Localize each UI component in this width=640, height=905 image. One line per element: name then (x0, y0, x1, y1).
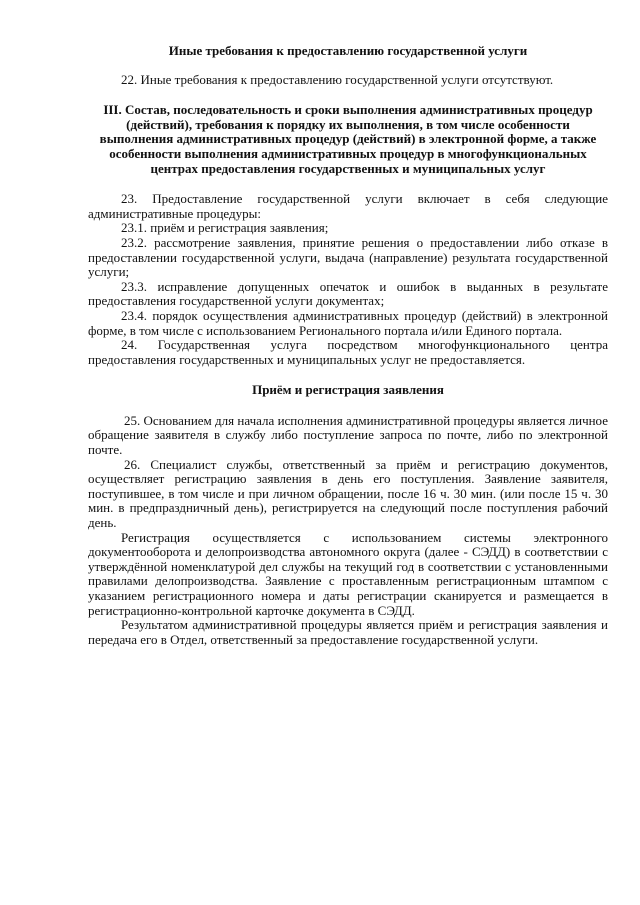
paragraph-registration: Регистрация осуществляется с использованием системы электронного документооборота и делопроизводства автономного округа (далее - СЭДД) в соответствии с утверждённой номенклатурой дел службы на текущий год в соответствии с установленными правилами делопроизводства. Заявление с проставленным регистрационным штампом с указанием регистрационного номера и даты регистрации сканируется и размещается в регистрационно-контрольной карточке документа в СЭДД. (88, 529, 608, 618)
paragraph-23: 23. Предоставление государственной услуги включает в себя следующие административные процедуры: (88, 191, 608, 221)
heading-other-requirements: Иные требования к предоставлению государственной услуги (168, 43, 528, 58)
paragraph-23-1: 23.1. приём и регистрация заявления; (121, 220, 329, 236)
section-3-title: III. Состав, последовательность и сроки выполнения административных процедур (действий), требования к порядку их выполнения, в том числе особенности выполнения административных процедур (действий) в электронной форме, а также особенности выполнения административных процедур в многофункциональных центрах предоставления государственных и муниципальных услуг (99, 102, 597, 176)
paragraph-22: 22. Иные требования к предоставлению государственной услуги отсутствуют. (121, 71, 554, 87)
paragraph-23-3: 23.3. исправление допущенных опечаток и ошибок в выданных в результате предоставления государственной услуги документах; (88, 278, 608, 309)
document-body (88, 44, 608, 647)
paragraph-26: 26. Специалист службы, ответственный за приём и регистрацию документов, осуществляет регистрацию заявления в день его поступления. Заявление заявителя, поступившее, в том числе и при личном обращении, после 16 ч. 30 мин. (или после 15 ч. 30 мин. в предпраздничный день), регистрируется на следующий после поступления рабочий день. (88, 456, 608, 531)
paragraph-23-4: 23.4. порядок осуществления административных процедур (действий) в электронной форме, в том числе с использованием Регионального портала и/или Единого портала. (88, 307, 608, 338)
paragraph-result: Результатом административной процедуры является приём и регистрация заявления и передача его в Отдел, ответственный за предоставление государственной услуги. (88, 617, 608, 647)
paragraph-25: 25. Основанием для начала исполнения административной процедуры является личное обращение заявителя в службу либо поступление запроса по почте, либо по электронной почте. (88, 412, 608, 458)
heading-reception-registration: Приём и регистрация заявления (252, 382, 444, 398)
paragraph-23-2: 23.2. рассмотрение заявления, принятие решения о предоставлении либо отказе в предоставлении государственной услуги, выдача (направление) результата государственной услуги; (88, 234, 608, 280)
paragraph-24: 24. Государственная услуга посредством многофункционального центра предоставления государственных и муниципальных услуг не предоставляется. (88, 337, 608, 367)
